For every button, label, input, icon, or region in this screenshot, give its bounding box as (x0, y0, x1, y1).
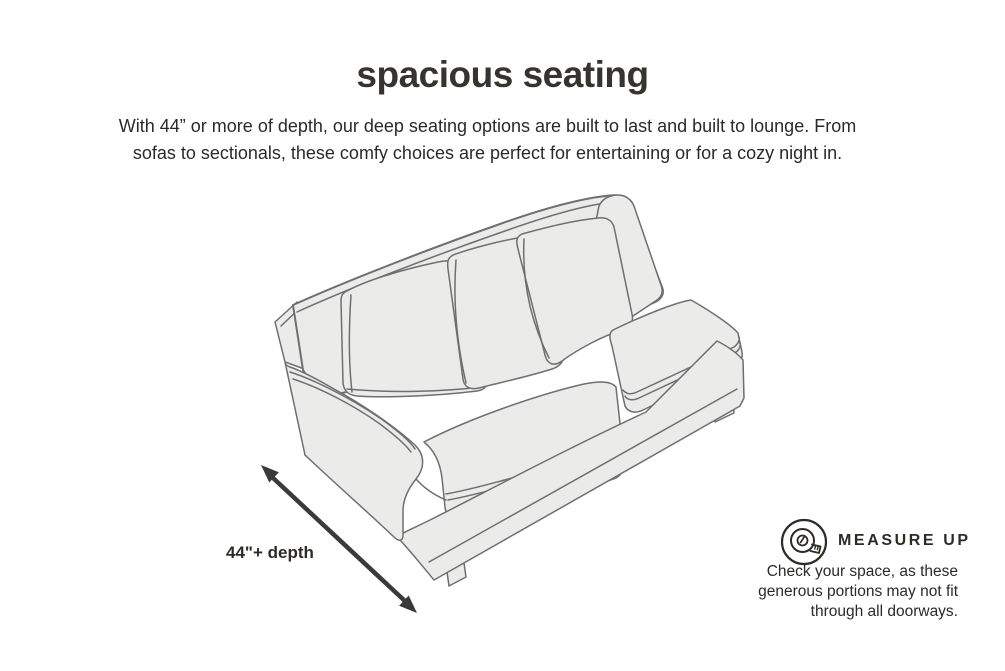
depth-dimension-label: 44"+ depth (226, 543, 314, 562)
page-title: spacious seating (356, 54, 649, 95)
measure-note-line-1: Check your space, as these (766, 563, 958, 580)
sofa-illustration (275, 195, 744, 586)
intro-line-2: sofas to sectionals, these comfy choices are perfect for entertaining or for a cozy night in. (132, 143, 843, 163)
measure-note-line-3: through all doorways. (810, 603, 958, 620)
measure-up-heading: MEASURE UP (838, 532, 971, 549)
intro-line-1: With 44” or more of depth, our deep seating options are built to last and built to lounge. From (118, 116, 857, 136)
measure-note-line-2: generous portions may not fit (758, 583, 958, 600)
